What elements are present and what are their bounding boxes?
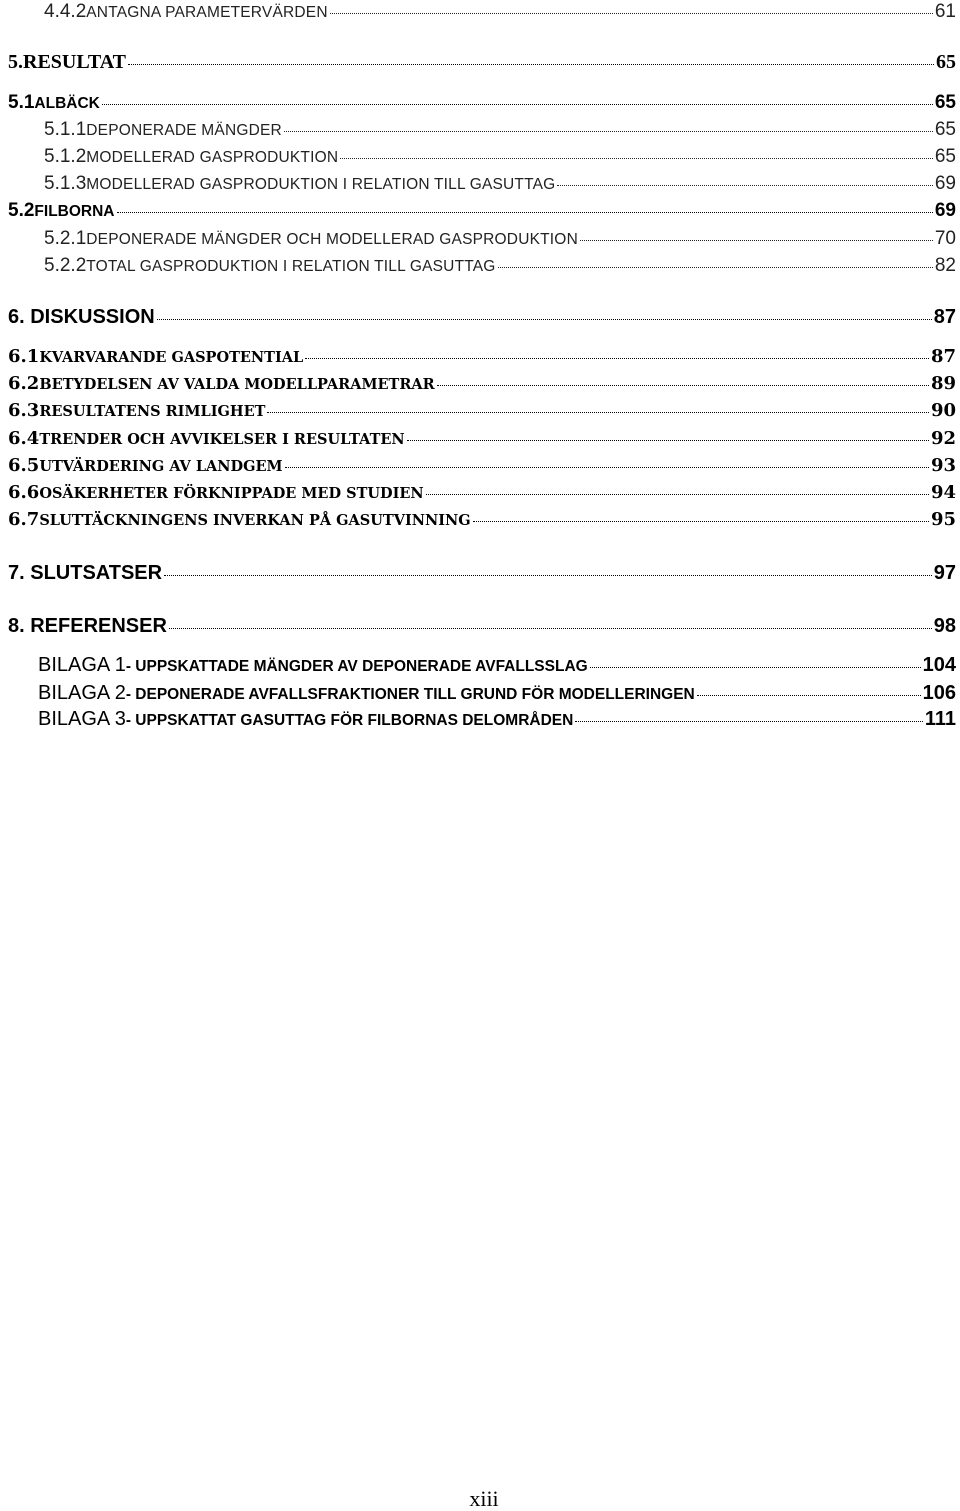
toc-entry-page: 93	[930, 455, 956, 476]
toc-entry-number: 5.1	[8, 92, 35, 113]
toc-entry-title: SLUTTÄCKNINGENS INVERKAN PÅ GASUTVINNING	[39, 512, 471, 529]
toc-entry-page: 89	[930, 373, 956, 394]
toc-entry-number: 6.1	[8, 346, 40, 367]
toc-entry-page: 70	[934, 228, 956, 249]
toc-entry-6-5[interactable]	[8, 457, 956, 475]
dot-leader	[169, 628, 932, 629]
toc-entry-page: 69	[934, 173, 956, 194]
toc-entry-page: 90	[930, 400, 956, 421]
toc-entry-number: 8. REFERENSER	[8, 615, 167, 637]
toc-entry-5-2-1[interactable]	[44, 229, 956, 248]
toc-entry-6-2[interactable]	[8, 375, 956, 393]
toc-entry-number: 5.1.2	[44, 146, 87, 167]
dot-leader	[284, 131, 933, 132]
toc-entry-number: 5.2	[8, 200, 35, 221]
dot-leader	[575, 721, 923, 722]
toc-entry-number: 6.5	[8, 455, 40, 476]
toc-entry-title: MODELLERAD GASPRODUKTION I RELATION TILL GASUTTAG	[86, 176, 556, 193]
toc-entry-6-4[interactable]	[8, 430, 956, 448]
dot-leader	[157, 319, 932, 320]
toc-entry-8-referenser[interactable]	[8, 616, 956, 636]
toc-entry-page: 65	[936, 51, 956, 73]
toc-entry-page: 106	[922, 682, 956, 704]
toc-entry-title: - DEPONERADE AVFALLSFRAKTIONER TILL GRUND FÖR MODELLERINGEN	[125, 686, 695, 703]
page-number: xiii	[469, 1486, 499, 1511]
toc-entry-title: TOTAL GASPRODUKTION I RELATION TILL GASUTTAG	[86, 258, 496, 275]
dot-leader	[164, 575, 932, 576]
dot-leader	[590, 667, 921, 668]
toc-entry-page: 87	[933, 306, 956, 328]
toc-entry-number: BILAGA 3	[38, 708, 126, 730]
toc-entry-5-2-2[interactable]	[44, 256, 956, 275]
toc-entry-bilaga-2[interactable]	[38, 683, 956, 703]
toc-entry-number: 5.1.1	[44, 119, 87, 140]
toc-entry-6-3[interactable]	[8, 402, 956, 420]
toc-entry-page: 111	[924, 708, 956, 730]
dot-leader	[697, 695, 921, 696]
toc-entry-title: TRENDER OCH AVVIKELSER I RESULTATEN	[39, 431, 405, 448]
toc-entry-page: 87	[930, 346, 956, 367]
toc-entry-page: 98	[933, 615, 956, 637]
toc-entry-bilaga-1[interactable]	[38, 655, 956, 675]
dot-leader	[407, 440, 929, 441]
toc-entry-title: DEPONERADE MÄNGDER OCH MODELLERAD GASPRODUKTION	[86, 231, 578, 248]
toc-entry-5-resultat[interactable]	[8, 52, 956, 72]
toc-entry-number: 5.1.3	[44, 173, 87, 194]
toc-entry-page: 92	[930, 428, 956, 449]
toc-entry-page: 65	[934, 119, 956, 140]
toc-entry-number: 6.3	[8, 400, 40, 421]
dot-leader	[305, 358, 929, 359]
toc-entry-title: ALBÄCK	[34, 95, 100, 112]
toc-entry-page: 104	[922, 654, 956, 676]
toc-entry-title: BETYDELSEN AV VALDA MODELLPARAMETRAR	[39, 376, 435, 393]
toc-entry-title: UTVÄRDERING AV LANDGEM	[39, 458, 283, 475]
dot-leader	[473, 521, 929, 522]
dot-leader	[267, 412, 929, 413]
toc-entry-5-1-1[interactable]	[44, 120, 956, 139]
toc-entry-title: MODELLERAD GASPRODUKTION	[86, 149, 339, 166]
dot-leader	[285, 467, 929, 468]
toc-entry-bilaga-3[interactable]	[38, 709, 956, 729]
toc-entry-page: 65	[934, 92, 956, 113]
toc-entry-7-slutsatser[interactable]	[8, 563, 956, 583]
toc-entry-6-7[interactable]	[8, 511, 956, 529]
toc-entry-page: 82	[934, 255, 956, 276]
dot-leader	[330, 13, 933, 14]
dot-leader	[437, 385, 929, 386]
toc-entry-number: 5.2.2	[44, 255, 87, 276]
toc-entry-5-1-2[interactable]	[44, 147, 956, 166]
toc-entry-title: KVARVARANDE GASPOTENTIAL	[39, 349, 304, 366]
toc-entry-4-4-2[interactable]	[44, 2, 956, 21]
toc-entry-6-6[interactable]	[8, 484, 956, 502]
toc-entry-page: 94	[930, 482, 956, 503]
toc-entry-title: ANTAGNA PARAMETERVÄRDEN	[86, 4, 328, 21]
dot-leader	[426, 494, 929, 495]
dot-leader	[102, 104, 933, 105]
toc-entry-title: - UPPSKATTADE MÄNGDER AV DEPONERADE AVFALLSSLAG	[125, 658, 588, 675]
toc-entry-number: 6.6	[8, 482, 40, 503]
toc-entry-number: 6.4	[8, 428, 40, 449]
toc-entry-title: OSÄKERHETER FÖRKNIPPADE MED STUDIEN	[39, 485, 424, 502]
dot-leader	[117, 212, 933, 213]
toc-entry-page: 95	[930, 509, 956, 530]
toc-entry-page: 97	[933, 562, 956, 584]
toc-entry-number: 6.7	[8, 509, 40, 530]
dot-leader	[128, 64, 934, 65]
toc-entry-number: 7. SLUTSATSER	[8, 562, 163, 584]
toc-entry-title: DEPONERADE MÄNGDER	[86, 122, 282, 139]
toc-entry-number: BILAGA 2	[38, 682, 126, 704]
toc-entry-page: 69	[934, 200, 956, 221]
toc-entry-number: 5.RESULTAT	[8, 51, 127, 73]
toc-entry-title: - UPPSKATTAT GASUTTAG FÖR FILBORNAS DELOMRÅDEN	[125, 712, 574, 729]
toc-entry-5-1[interactable]	[8, 93, 956, 112]
dot-leader	[340, 158, 933, 159]
dot-leader	[580, 240, 933, 241]
dot-leader	[557, 185, 932, 186]
toc-entry-number: 6.2	[8, 373, 40, 394]
toc-entry-page: 61	[934, 1, 956, 22]
toc-entry-6-1[interactable]	[8, 348, 956, 366]
toc-entry-5-2[interactable]	[8, 201, 956, 220]
toc-entry-number: 4.4.2	[44, 1, 87, 22]
toc-entry-5-1-3[interactable]	[44, 174, 956, 193]
toc-entry-number: 5.2.1	[44, 228, 87, 249]
toc-entry-number: BILAGA 1	[38, 654, 126, 676]
toc-entry-number: 6. DISKUSSION	[8, 306, 155, 328]
dot-leader	[498, 267, 933, 268]
toc-entry-title: RESULTATENS RIMLIGHET	[39, 403, 266, 420]
toc-entry-page: 65	[934, 146, 956, 167]
toc-entry-6-diskussion[interactable]	[8, 307, 956, 327]
toc-entry-title: FILBORNA	[34, 203, 115, 220]
